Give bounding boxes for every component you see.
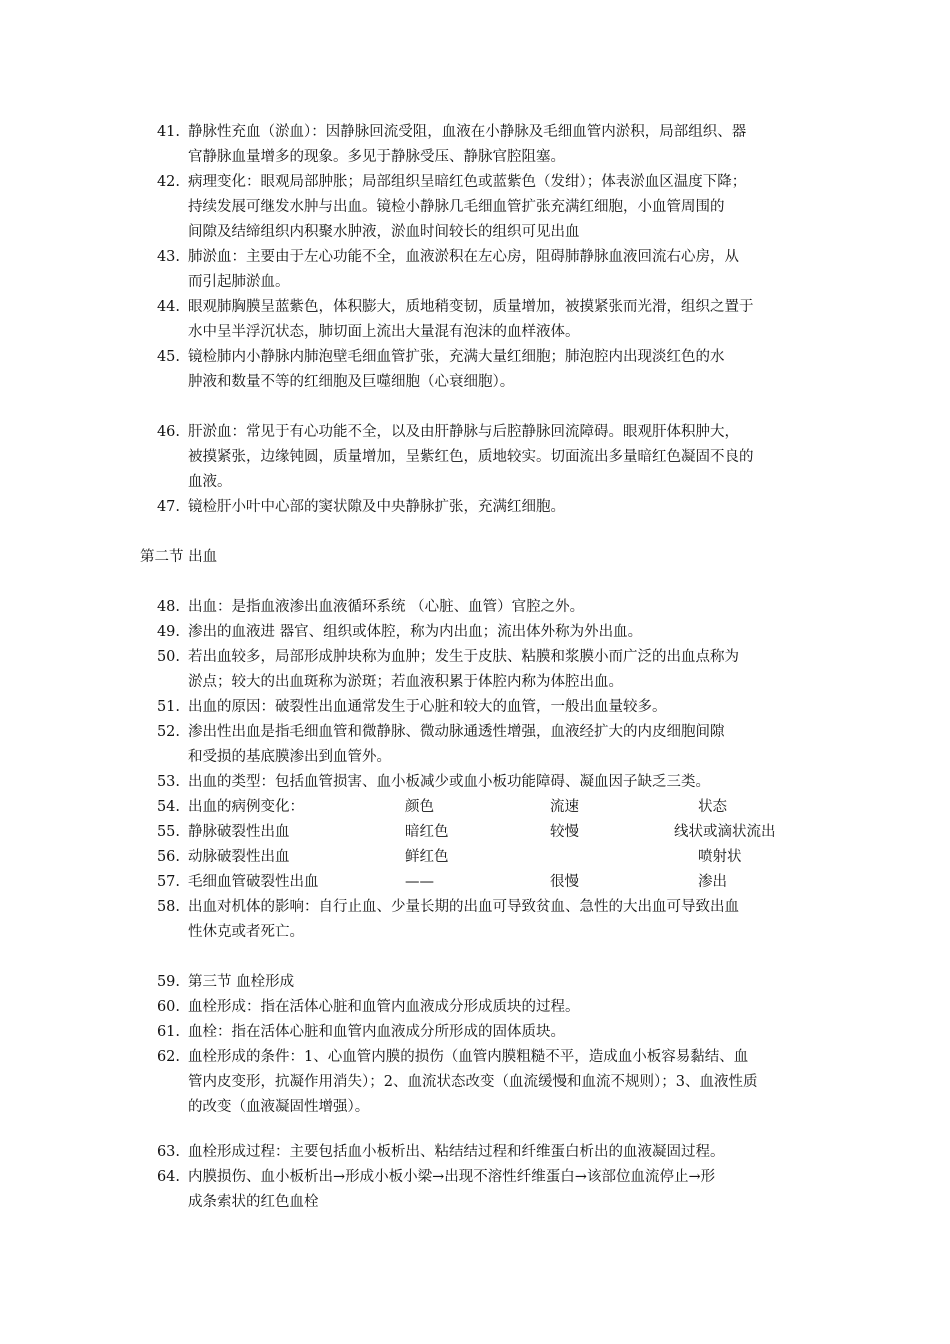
item-number: 52. [156,724,180,740]
item-text [188,420,815,495]
cell-type: 出血的病例变化： [188,799,304,815]
item-text [188,295,815,345]
cell-color: —— [405,874,434,890]
text-line: 静脉性充血（淤血）：因静脉回流受阻，血液在小静脉及毛细血管内淤积，局部组织、器 [188,124,747,140]
text-line: 第三节 血栓形成 [188,974,295,990]
text-line: 而引起肺淤血。 [188,274,290,290]
text-line: 血栓形成过程：主要包括血小板析出、粘结结过程和纤维蛋白析出的血液凝固过程。 [188,1144,725,1160]
item-text [188,645,815,695]
text-line: 镜检肺内小静脉内肺泡壁毛细血管扩张，充满大量红细胞；肺泡腔内出现淡红色的水 [188,349,725,365]
text-line: 出血：是指血液渗出血液循环系统 （心脏、血管）官腔之外。 [188,599,585,615]
text-line: 渗出的血液进 器官、组织或体腔，称为内出血；流出体外称为外出血。 [188,624,643,640]
cell-state: 状态 [698,799,727,815]
cell-color: 鲜红色 [405,849,449,865]
text-line: 若出血较多，局部形成肿块称为血肿；发生于皮肤、粘膜和浆膜小而广泛的出血点称为 [188,649,739,665]
text-line: 血液。 [188,474,232,490]
item-number: 43. [156,249,180,265]
item-number: 55. [156,824,180,840]
text-line: 出血的类型：包括血管损害、血小板减少或血小板功能障碍、凝血因子缺乏三类。 [188,774,710,790]
item-number: 56. [156,849,180,865]
text-line: 间隙及结缔组织内积聚水肿液，淤血时间较长的组织可见出血 [188,224,580,240]
item-number: 45. [156,349,180,365]
text-line: 肝淤血：常见于有心功能不全，以及由肝静脉与后腔静脉回流障碍。眼观肝体积肿大， [188,424,739,440]
item-number: 51. [156,699,180,715]
item-number: 47. [156,499,180,515]
cell-speed: 流速 [550,799,579,815]
item-number: 50. [156,649,180,665]
text-line: 血栓形成：指在活体心脏和血管内血液成分形成质块的过程。 [188,999,580,1015]
cell-state: 渗出 [698,874,727,890]
item-number: 49. [156,624,180,640]
item-number: 41. [156,124,180,140]
item-text [188,345,815,395]
item-number: 62. [156,1049,180,1065]
text-line: 淤点；较大的出血斑称为淤斑；若血液积累于体腔内称为体腔出血。 [188,674,623,690]
text-line: 内膜损伤、血小板析出→形成小板小梁→出现不溶性纤维蛋白→该部位血流停止→形 [188,1169,716,1185]
item-number: 64. [156,1169,180,1185]
text-line: 出血的原因：破裂性出血通常发生于心脏和较大的血管，一般出血量较多。 [188,699,667,715]
text-line: 渗出性出血是指毛细血管和微静脉、微动脉通透性增强，血液经扩大的内皮细胞间隙 [188,724,725,740]
item-number: 59. [156,974,180,990]
cell-state: 喷射状 [698,849,742,865]
item-text [188,620,815,645]
cell-state: 线状或滴状流出 [674,824,776,840]
text-line: 血栓：指在活体心脏和血管内血液成分所形成的固体质块。 [188,1024,565,1040]
text-line: 水中呈半浮沉状态，肺切面上流出大量混有泡沫的血样液体。 [188,324,580,340]
cell-type: 动脉破裂性出血 [188,849,290,865]
text-line: 持续发展可继发水肿与出血。镜检小静脉几毛细血管扩张充满红细胞，小血管周围的 [188,199,725,215]
text-line: 管内皮变形，抗凝作用消失）；2、血流状态改变（血流缓慢和血流不规则）；3、血液性质 [188,1074,758,1090]
item-text [188,170,815,245]
text-line: 的改变（血液凝固性增强）。 [188,1099,370,1115]
item-number: 60. [156,999,180,1015]
item-text [188,1165,815,1215]
item-number: 44. [156,299,180,315]
item-text [188,1045,815,1120]
text-line: 肺淤血：主要由于左心功能不全，血液淤积在左心房，阻碍肺静脉血液回流右心房，从 [188,249,739,265]
cell-color: 暗红色 [405,824,449,840]
item-number: 48. [156,599,180,615]
item-text [188,1140,815,1165]
text-line: 眼观肺胸膜呈蓝紫色，体积膨大，质地稍变韧，质量增加，被摸紧张而光滑，组织之置于 [188,299,754,315]
text-line: 成条索状的红色血栓 [188,1194,319,1210]
item-text [188,895,815,945]
item-text [188,495,815,520]
text-line: 镜检肝小叶中心部的窦状隙及中央静脉扩张，充满红细胞。 [188,499,565,515]
text-line: 病理变化：眼观局部肿胀；局部组织呈暗红色或蓝紫色（发绀）；体表淤血区温度下降； [188,174,747,190]
item-text [188,970,815,995]
item-text [188,770,815,795]
item-number: 54. [156,799,180,815]
section-heading: 第二节 出血 [140,549,218,565]
text-line: 官静脉血量增多的现象。多见于静脉受压、静脉官腔阻塞。 [188,149,565,165]
cell-color: 颜色 [405,799,434,815]
item-text [188,695,815,720]
item-number: 58. [156,899,180,915]
item-number: 57. [156,874,180,890]
item-text [188,1020,815,1045]
cell-speed: 很慢 [550,874,579,890]
item-number: 46. [156,424,180,440]
item-text [188,595,815,620]
cell-type: 毛细血管破裂性出血 [188,874,319,890]
text-line: 出血对机体的影响：自行止血、少量长期的出血可导致贫血、急性的大出血可导致出血 [188,899,739,915]
item-number: 53. [156,774,180,790]
text-line: 和受损的基底膜渗出到血管外。 [188,749,391,765]
text-line: 被摸紧张，边缘钝圆，质量增加，呈紫红色，质地较实。切面流出多量暗红色凝固不良的 [188,449,754,465]
cell-type: 静脉破裂性出血 [188,824,290,840]
item-text [188,245,815,295]
item-number: 42. [156,174,180,190]
text-line: 肿液和数量不等的红细胞及巨噬细胞（心衰细胞）。 [188,374,515,390]
item-text [188,995,815,1020]
item-number: 61. [156,1024,180,1040]
item-text [188,720,815,770]
item-text [188,120,815,170]
text-line: 性休克或者死亡。 [188,924,304,940]
text-line: 血栓形成的条件：1、心血管内膜的损伤（血管内膜粗糙不平，造成血小板容易黏结、血 [188,1049,749,1065]
item-number: 63. [156,1144,180,1160]
cell-speed: 较慢 [550,824,579,840]
